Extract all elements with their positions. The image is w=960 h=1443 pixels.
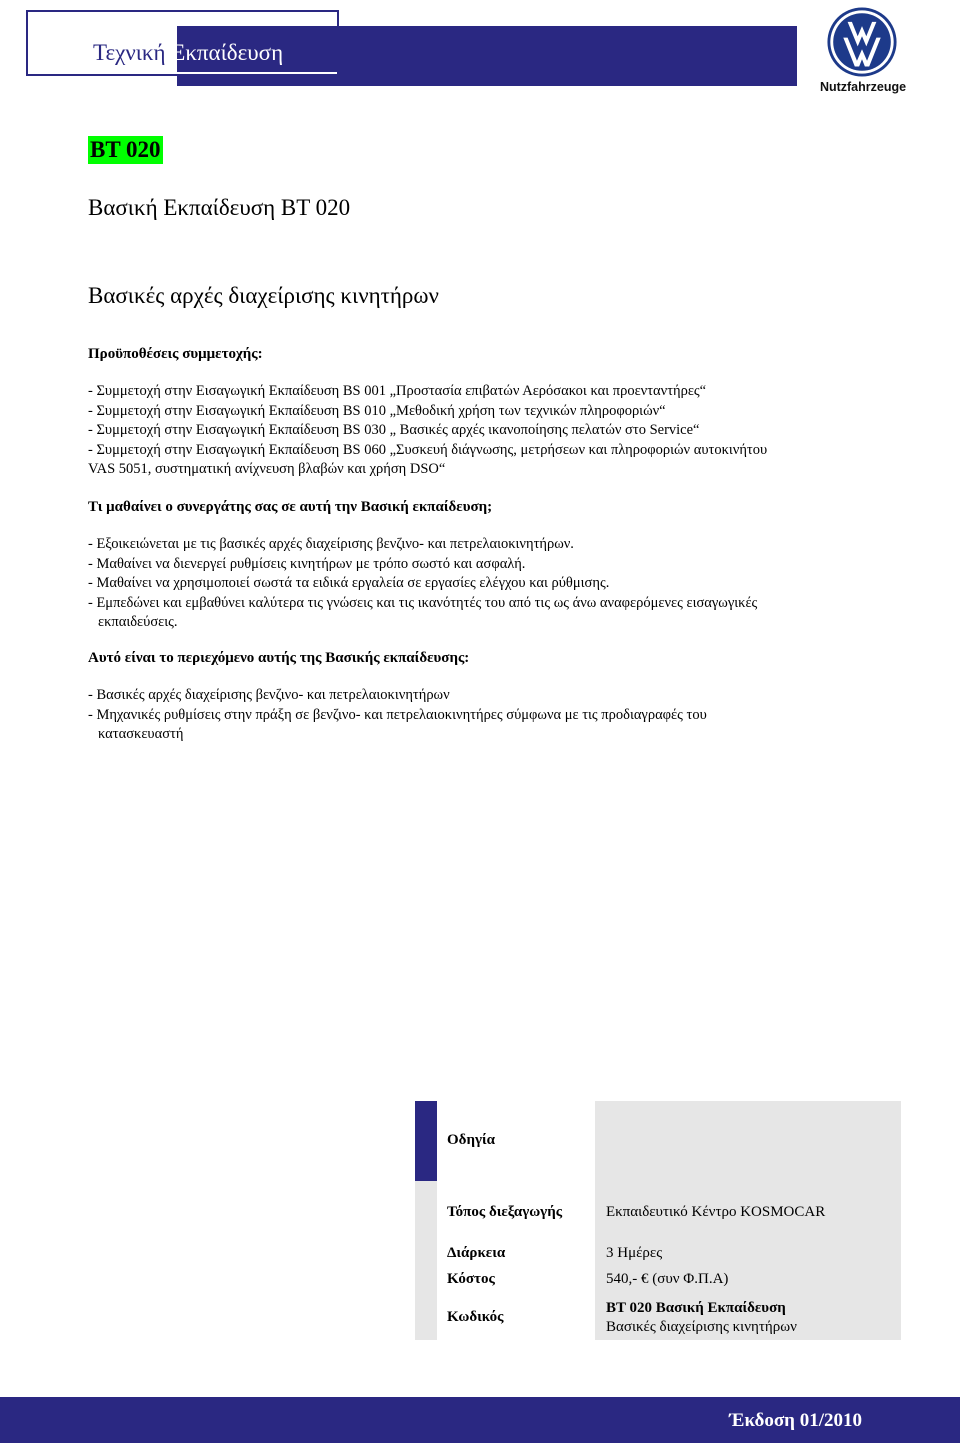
list-item: - Βασικές αρχές διαχείρισης βενζινο- και πετρελαιοκινητήρων <box>88 687 450 703</box>
course-subtitle: Βασικές αρχές διαχείρισης κινητήρων <box>88 283 439 308</box>
code-value-line1: BT 020 Βασική Εκπαίδευση <box>606 1300 786 1316</box>
list-item: - Μηχανικές ρυθμίσεις στην πράξη σε βενζινο- και πετρελαιοκινητήρες σύμφωνα με τις προδιαγραφές του <box>88 706 707 723</box>
guide-label: Οδηγία <box>447 1132 496 1148</box>
list-item: - Συμμετοχή στην Εισαγωγική Εκπαίδευση BS 030 „ Βασικές αρχές ικανοποίησης πελατών στο Service“ <box>88 422 700 438</box>
course-title: Βασική Εκπαίδευση BT 020 <box>88 195 351 220</box>
learning-heading: Τι μαθαίνει ο συνεργάτης σας σε αυτή την Βασική εκπαίδευση; <box>88 499 493 515</box>
course-code-badge: BT 020 <box>90 137 161 162</box>
cost-label: Κόστος <box>447 1271 495 1287</box>
header-title-part2: Εκπαίδευση <box>171 40 284 65</box>
header-title <box>93 36 283 70</box>
list-item: κατασκευαστή <box>98 726 184 742</box>
header-title-part1: Τεχνική <box>93 40 172 65</box>
content-heading: Αυτό είναι το περιεχόμενο αυτής της Βασικής εκπαίδευσης: <box>88 650 470 666</box>
content-list <box>88 686 707 745</box>
info-table-accent <box>415 1101 437 1181</box>
location-value: Εκπαιδευτικό Κέντρο KOSMOCAR <box>606 1204 826 1220</box>
code-label: Κωδικός <box>447 1309 504 1325</box>
list-item: - Εμπεδώνει και εμβαθύνει καλύτερα τις γνώσεις και τις ικανότητές του από τις ως άνω αναφερόμενες εισαγωγικές <box>88 594 758 611</box>
logo-text: Nutzfahrzeuge <box>819 80 907 94</box>
list-item: VAS 5051, συστηματική ανίχνευση βλαβών και χρήση DSO“ <box>88 461 446 477</box>
edition-label: Έκδοση 01/2010 <box>729 1410 862 1431</box>
code-value-line2: Βασικές διαχείρισης κινητήρων <box>606 1319 797 1335</box>
list-item: - Συμμετοχή στην Εισαγωγική Εκπαίδευση BS 010 „Μεθοδική χρήση των τεχνικών πληροφοριών“ <box>88 402 666 419</box>
list-item: - Συμμετοχή στην Εισαγωγική Εκπαίδευση BS 001 „Προστασία επιβατών Αερόσακοι και προενταντήρες“ <box>88 383 707 399</box>
duration-label: Διάρκεια <box>447 1245 506 1261</box>
list-item: - Συμμετοχή στην Εισαγωγική Εκπαίδευση BS 060 „Συσκευή διάγνωσης, μετρήσεων και πληροφοριών αυτοκινήτου <box>88 441 768 458</box>
prerequisites-list <box>88 382 767 480</box>
list-item: - Εξοικειώνεται με τις βασικές αρχές διαχείρισης βενζινο- και πετρελαιοκινητήρων. <box>88 536 574 552</box>
duration-value: 3 Ημέρες <box>606 1245 663 1261</box>
location-label: Τόπος διεξαγωγής <box>447 1204 563 1220</box>
prerequisites-heading: Προϋποθέσεις συμμετοχής: <box>88 346 263 362</box>
learning-list <box>88 535 757 633</box>
cost-value: 540,- € (συν Φ.Π.Α) <box>606 1271 729 1287</box>
list-item: - Μαθαίνει να χρησιμοποιεί σωστά τα ειδικά εργαλεία σε εργασίες ελέγχου και ρύθμισης. <box>88 575 610 591</box>
list-item: εκπαιδεύσεις. <box>98 614 178 630</box>
vw-logo-icon <box>826 6 898 78</box>
list-item: - Μαθαίνει να διενεργεί ρυθμίσεις κινητήρων με τρόπο σωστό και ασφαλή. <box>88 555 526 572</box>
